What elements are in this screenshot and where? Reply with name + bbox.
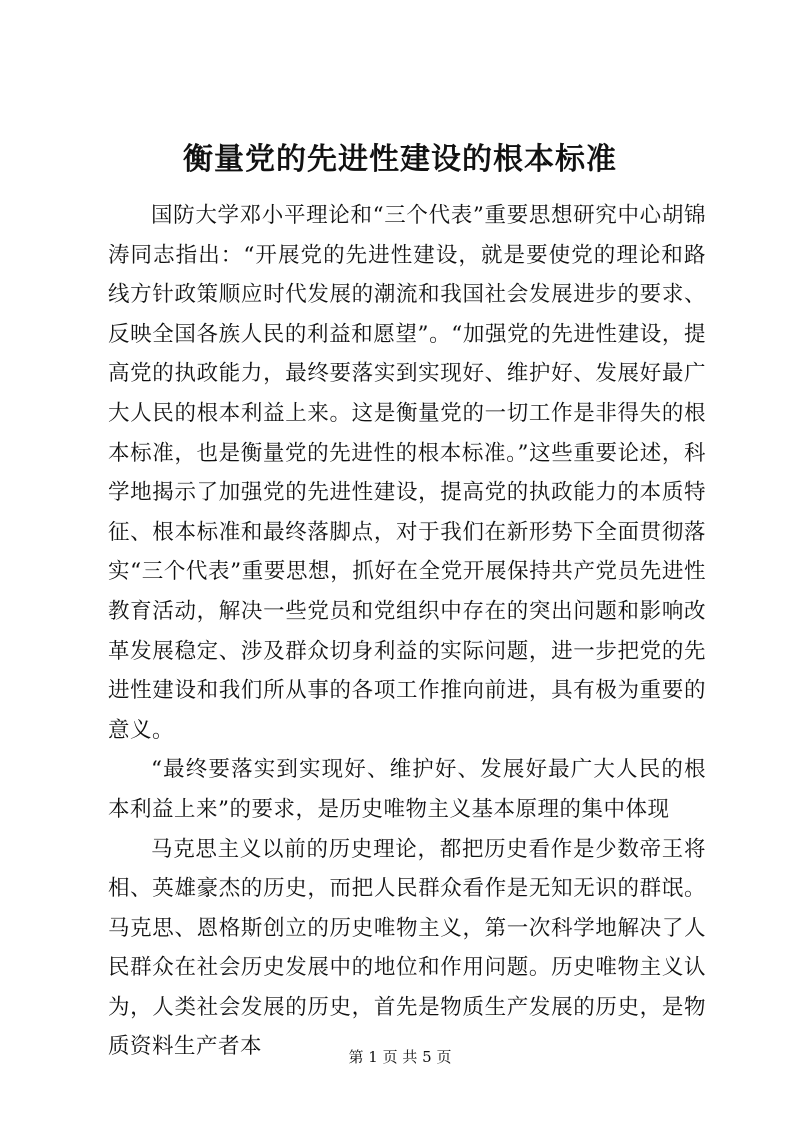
paragraph-3: 马克思主义以前的历史理论，都把历史看作是少数帝王将相、英雄豪杰的历史，而把人民群众看作是无知无识的群氓。马克思、恩格斯创立的历史唯物主义，第一次科学地解决了人民群众在社会历史发展中的地位和作用问题。历史唯物主义认为，人类社会发展的历史，首先是物质生产发展的历史，是物质资料生产者本 [108,836,706,1060]
document-title: 衡量党的先进性建设的根本标准 [183,142,617,177]
document-body [108,196,706,1067]
paragraph-2: “最终要落实到实现好、维护好、发展好最广大人民的根本利益上来”的要求，是历史唯物主义基本原理的集中体现 [108,757,706,822]
page-number-footer: 第 1 页 共 5 页 [348,1048,452,1066]
paragraph-1: 国防大学邓小平理论和“三个代表”重要思想研究中心胡锦涛同志指出：“开展党的先进性建设，就是要使党的理论和路线方针政策顺应时代发展的潮流和我国社会发展进步的要求、反映全国各族人民的利益和愿望”。“加强党的先进性建设，提高党的执政能力，最终要落实到实现好、维护好、发展好最广大人民的根本利益上来。这是衡量党的一切工作是非得失的根本标准，也是衡量党的先进性的根本标准。”这些重要论述，科学地揭示了加强党的先进性建设，提高党的执政能力的本质特征、根本标准和最终落脚点，对于我们在新形势下全面贯彻落实“三个代表”重要思想，抓好在全党开展保持共产党员先进性教育活动，解决一些党员和党组织中存在的突出问题和影响改革发展稳定、涉及群众切身利益的实际问题，进一步把党的先进性建设和我们所从事的各项工作推向前进，具有极为重要的意义。 [108,203,706,743]
